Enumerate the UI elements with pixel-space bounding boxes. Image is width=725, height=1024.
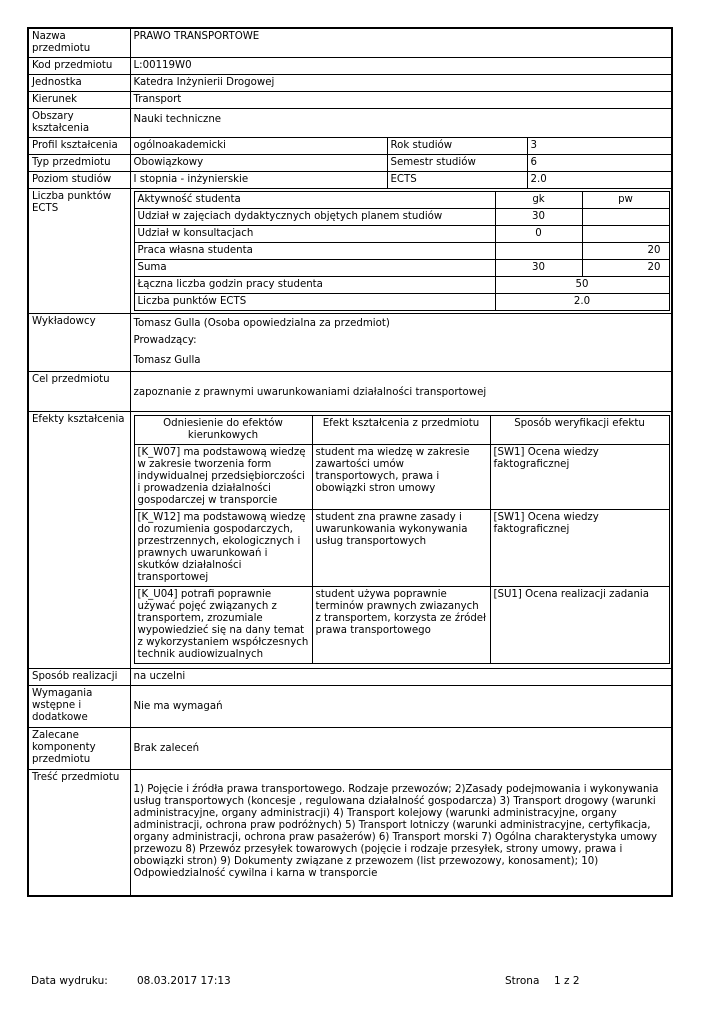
ects-row-activity: Udział w konsultacjach xyxy=(134,226,495,243)
course-card xyxy=(27,27,671,897)
semestr-value: 6 xyxy=(527,155,672,172)
cel-label: Cel przedmiotu xyxy=(28,372,130,412)
obszary-label: Obszary kształcenia xyxy=(28,109,130,138)
ects-row-activity: Udział w zajęciach dydaktycznych objętych planem studiów xyxy=(134,209,495,226)
wymagania-label: Wymagania wstępne i dodatkowe xyxy=(28,686,130,728)
outcome-ref: [K_W12] ma podstawową wiedzę do rozumienia gospodarczych, przestrzennych, ekologicznych i prawnych uwarunkowań i skutków działalności transportowej xyxy=(134,510,312,587)
lecturer-responsible: Tomasz Gulla (Osoba opowiedzialna za przedmiot) xyxy=(133,318,390,329)
tresc-value: 1) Pojęcie i źródła prawa transportowego. Rodzaje przewozów; 2)Zasady podejmowania i wykonywania usług transportowych (koncesje , regulowana działalność gospodarcza) 3) Transport drogowy (warunki administracyjne, organy administracji) 4) Transport kolejowy (warunki administracyjne, organy administracji, ochrona praw podróżnych) 5) Transport lotniczy (warunki administracyjne, certyfikacja, organy administracji, ochrona praw pasażerów) 6) Transport morski 7) Ogólna charakterystyka umowy przewozu 8) Przewóz przesyłek towarowych (pojęcie i rodzaje przesyłek, strony umowy, prawa i obowiązki stron) 9) Dokumenty związane z przewozem (list przewozowy, konosament); 10) Odpowiedzialność cywilna i karna w transporcie xyxy=(130,770,672,896)
outcome-effect: student używa poprawnie terminów prawnych zwiazanych z transportem, korzysta ze źródeł prawa transportowego xyxy=(312,587,490,664)
print-date-value: 08.03.2017 17:13 xyxy=(137,975,231,987)
obszary-value: Nauki techniczne xyxy=(130,109,672,138)
nazwa-value: PRAWO TRANSPORTOWE xyxy=(130,28,672,58)
outcome-ref: [K_U04] potrafi poprawnie używać pojęć związanych z transportem, zrozumiale wypowiedzieć się na dany temat z wykorzystaniem współczesnych technik audiowizualnych xyxy=(134,587,312,664)
outcomes-header-ref: Odniesienie do efektów kierunkowych xyxy=(134,416,312,445)
ects-total-hours-label: Łączna liczba godzin pracy studenta xyxy=(134,277,495,294)
efekty-label: Efekty kształcenia xyxy=(28,412,130,669)
typ-value: Obowiązkowy xyxy=(130,155,387,172)
outcome-effect: student zna prawne zasady i uwarunkowania wykonywania usług transportowych xyxy=(312,510,490,587)
ects-total-hours-value: 50 xyxy=(495,277,669,294)
ects-row-gk: 0 xyxy=(495,226,582,243)
kierunek-value: Transport xyxy=(130,92,672,109)
profil-value: ogólnoakademicki xyxy=(130,138,387,155)
ects-row-gk xyxy=(495,243,582,260)
ects-row-gk: 30 xyxy=(495,260,582,277)
profil-label: Profil kształcenia xyxy=(28,138,130,155)
ects-header-activity: Aktywność studenta xyxy=(134,192,495,209)
semestr-label: Semestr studiów xyxy=(387,155,527,172)
ects-breakdown-table xyxy=(134,191,670,311)
learning-outcomes-table xyxy=(134,415,670,664)
wykladowcy-label: Wykładowcy xyxy=(28,314,130,372)
kierunek-label: Kierunek xyxy=(28,92,130,109)
page-number: 1 z 2 xyxy=(554,975,580,987)
ects-row-pw xyxy=(582,209,669,226)
nazwa-label: Nazwa przedmiotu xyxy=(28,28,130,58)
outcomes-header-effect: Efekt kształcenia z przedmiotu xyxy=(312,416,490,445)
ects-row-activity: Praca własna studenta xyxy=(134,243,495,260)
ects-label: ECTS xyxy=(387,172,527,189)
outcome-method: [SW1] Ocena wiedzy faktograficznej xyxy=(490,445,669,510)
sposob-value: na uczelni xyxy=(130,669,672,686)
instructor-name: Tomasz Gulla xyxy=(133,355,201,366)
ects-points-label: Liczba punktów ECTS xyxy=(28,189,130,314)
rok-value: 3 xyxy=(527,138,672,155)
course-table xyxy=(27,27,673,897)
ects-header-pw: pw xyxy=(582,192,669,209)
ects-header-gk: gk xyxy=(495,192,582,209)
ects-row-pw: 20 xyxy=(582,260,669,277)
kod-value: L:00119W0 xyxy=(130,58,672,75)
ects-row-activity: Suma xyxy=(134,260,495,277)
poziom-label: Poziom studiów xyxy=(28,172,130,189)
poziom-value: I stopnia - inżynierskie xyxy=(130,172,387,189)
kod-label: Kod przedmiotu xyxy=(28,58,130,75)
jednostka-value: Katedra Inżynierii Drogowej xyxy=(130,75,672,92)
outcome-method: [SU1] Ocena realizacji zadania xyxy=(490,587,669,664)
tresc-label: Treść przedmiotu xyxy=(28,770,130,896)
outcome-effect: student ma wiedzę w zakresie zawartości umów transportowych, prawa i obowiązki stron umowy xyxy=(312,445,490,510)
wymagania-value: Nie ma wymagań xyxy=(130,686,672,728)
instructors-label: Prowadzący: xyxy=(133,335,197,346)
ects-value: 2.0 xyxy=(527,172,672,189)
cel-value: zapoznanie z prawnymi uwarunkowaniami działalności transportowej xyxy=(130,372,672,412)
outcomes-header-method: Sposób weryfikacji efektu xyxy=(490,416,669,445)
rok-label: Rok studiów xyxy=(387,138,527,155)
jednostka-label: Jednostka xyxy=(28,75,130,92)
page-label: Strona xyxy=(505,975,540,987)
sposob-label: Sposób realizacji xyxy=(28,669,130,686)
ects-row-gk: 30 xyxy=(495,209,582,226)
zalecane-value: Brak zaleceń xyxy=(130,728,672,770)
typ-label: Typ przedmiotu xyxy=(28,155,130,172)
outcome-method: [SW1] Ocena wiedzy faktograficznej xyxy=(490,510,669,587)
outcome-ref: [K_W07] ma podstawową wiedzę w zakresie tworzenia form indywidualnej przedsiębiorczości i prowadzenia działalności gospodarczej w transporcie xyxy=(134,445,312,510)
ects-total-points-value: 2.0 xyxy=(495,294,669,311)
ects-row-pw: 20 xyxy=(582,243,669,260)
print-date-label: Data wydruku: xyxy=(31,975,108,987)
ects-total-points-label: Liczba punktów ECTS xyxy=(134,294,495,311)
zalecane-label: Zalecane komponenty przedmiotu xyxy=(28,728,130,770)
ects-row-pw xyxy=(582,226,669,243)
